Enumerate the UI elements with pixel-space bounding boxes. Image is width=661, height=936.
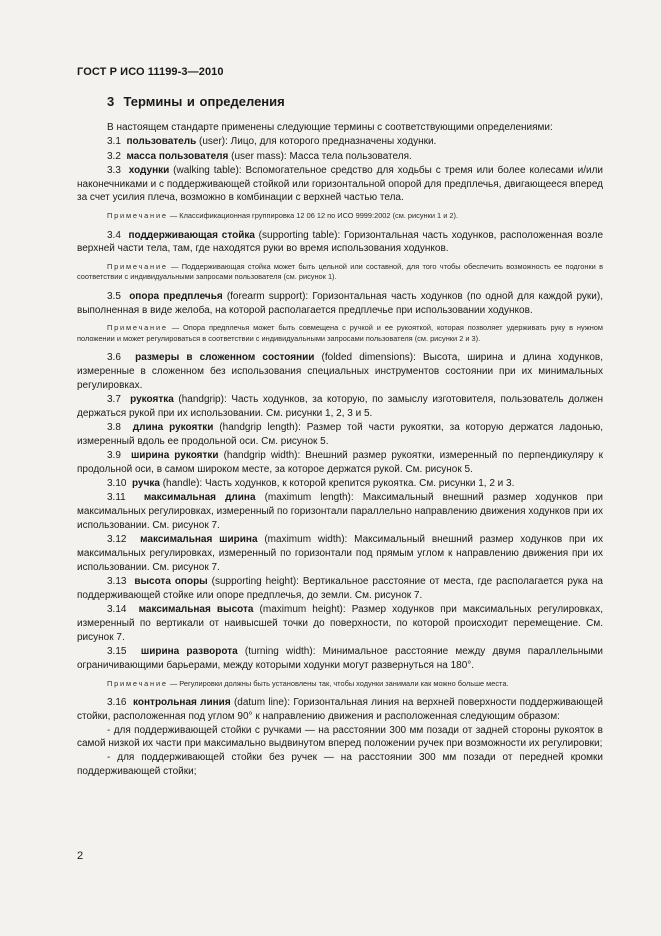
- term-definition: (supporting height): Вертикальное расстояние от места, где располагается рука на поддерживающей стойке или опоре предплечья, до земли. См. рисунок 7.: [77, 576, 603, 601]
- note-text: — Поддерживающая стойка может быть цельной или составной, для того чтобы обеспечить возможность ее подгонки в соответствии с индивидуальными запросами пользователя (см. рисунок 1).: [77, 262, 603, 282]
- intro-paragraph: В настоящем стандарте применены следующие термины с соответствующими определениями:: [107, 122, 553, 133]
- term-3-11: [77, 491, 603, 532]
- term-3-14: [77, 603, 603, 644]
- term-number: 3.15: [107, 646, 127, 658]
- term-name: максимальная длина: [143, 492, 256, 504]
- term-name: ходунки: [128, 164, 170, 176]
- term-number: 3.14: [107, 604, 127, 616]
- section-number: 3: [107, 94, 115, 109]
- term-number: 3.12: [107, 534, 127, 546]
- page-number: 2: [77, 850, 84, 862]
- term-number: 3.11: [107, 492, 126, 504]
- note-text: — Регулировки должны быть установлены так, чтобы ходунки занимали как можно больше места.: [169, 678, 509, 688]
- note-text: — Опора предплечья может быть совмещена с ручкой и ее рукояткой, которая позволяет удерживать руку в нужном положении и может регулироваться в соответствии с индивидуальными запросами пользователя (см. рисунки 2 и 3).: [77, 323, 603, 343]
- term-number: 3.7: [107, 393, 121, 405]
- term-name: максимальная ширина: [140, 534, 258, 546]
- term-3-7: [77, 393, 603, 421]
- term-number: 3.9: [107, 450, 121, 462]
- note-label: Примечание: [107, 211, 168, 221]
- term-definition: (supporting table): Горизонтальная часть ходунков, расположенная возле верхней части тела, там, где находятся руки во время использования ходунков.: [77, 229, 604, 255]
- section-title-text: Термины и определения: [123, 94, 285, 109]
- term-3-13: [77, 575, 603, 603]
- term-name: рукоятка: [130, 393, 174, 405]
- term-3-6: [77, 351, 603, 392]
- list-item: - для поддерживающей стойки с ручками — на расстоянии 300 мм позади от задней стороны рукояток в самой низкой их части при максимально выдвинутом вперед положении ручек при возможности их регулировки;: [77, 724, 603, 750]
- term-number: 3.1: [107, 136, 121, 148]
- term-definition: (forearm support): Горизонтальная часть ходунков (по одной для каждой руки), выполненная в виде желоба, на которой располагается предплечье при использовании ходунков.: [77, 290, 604, 316]
- term-name: пользователь: [126, 136, 197, 148]
- term-number: 3.3: [107, 164, 121, 176]
- term-definition: (handgrip length): Размер той части рукоятки, за которую держатся ладонью, измеренный вдоль ее продольной оси. См. рисунок 5.: [77, 421, 603, 447]
- term-definition: (maximum height): Размер ходунков при максимальных регулировках, измеренный по вертикали от наивысшей точки до поверхности, по которой происходит перемещение. См. рисунок 7.: [77, 604, 603, 643]
- term-name: ручка: [132, 478, 160, 490]
- term-name: ширина рукоятки: [130, 450, 219, 462]
- term-name: ширина разворота: [140, 646, 238, 658]
- term-3-3: [77, 164, 603, 205]
- term-name: контрольная линия: [133, 697, 231, 709]
- note-1: [77, 211, 603, 221]
- term-number: 3.10: [107, 478, 127, 490]
- section-title: [107, 94, 285, 109]
- term-number: 3.6: [107, 351, 121, 363]
- note-2: [77, 262, 603, 283]
- term-number: 3.13: [107, 576, 127, 588]
- section-content: [77, 121, 603, 779]
- term-name: опора предплечья: [129, 290, 223, 302]
- term-3-1: [77, 135, 603, 149]
- term-number: 3.2: [107, 150, 121, 162]
- term-number: 3.8: [107, 421, 121, 433]
- note-4: [77, 679, 603, 689]
- note-label: Примечание: [107, 678, 168, 688]
- note-3: [77, 323, 603, 344]
- list-item: - для поддерживающей стойки без ручек — на расстоянии 300 мм позади от передней кромки поддерживающей стойки;: [77, 752, 603, 778]
- term-3-5: [77, 290, 603, 318]
- term-name: поддерживающая стойка: [128, 229, 255, 241]
- term-3-4: [77, 229, 603, 257]
- term-name: высота опоры: [134, 576, 208, 588]
- term-definition: (handle): Часть ходунков, к которой крепится рукоятка. См. рисунки 1, 2 и 3.: [159, 478, 515, 490]
- note-text: — Классификационная группировка 12 06 12 по ИСО 9999:2002 (см. рисунки 1 и 2).: [169, 211, 459, 221]
- term-definition: (user mass): Масса тела пользователя.: [228, 150, 412, 162]
- note-label: Примечание: [107, 262, 168, 272]
- term-definition: (datum line): Горизонтальная линия на верхней поверхности поддерживающей стойки, расположенная под углом 90° к направлению движения и расположенная следующим образом:: [77, 697, 604, 722]
- document-header: ГОСТ Р ИСО 11199-3—2010: [77, 66, 224, 78]
- term-number: 3.16: [107, 697, 127, 709]
- term-definition: (maximum width): Максимальный внешний размер ходунков при их максимальных регулировках, измеренный по горизонтали под прямым углом к направлению движения при их использовании. См. рисунок 7.: [77, 534, 603, 573]
- term-name: максимальная высота: [138, 604, 254, 616]
- term-definition: (folded dimensions): Высота, ширина и длина ходунков, измеренные в сложенном без использования специальных инструментов состоянии при их минимальных регулировках.: [77, 351, 603, 391]
- term-3-12: [77, 533, 603, 574]
- term-3-8: [77, 421, 603, 449]
- term-definition: (handgrip): Часть ходунков, за которую, по замыслу изготовителя, пользователь должен держаться рукой при их использовании. См. рисунки 1, 2, 3 и 5.: [77, 393, 604, 419]
- term-name: масса пользователя: [126, 150, 229, 162]
- term-3-2: [77, 150, 603, 164]
- term-3-9: [77, 449, 603, 477]
- term-definition: (user): Лицо, для которого предназначены ходунки.: [196, 136, 437, 148]
- term-definition: (turning width): Минимальное расстояние между двумя параллельными ограничивающими барьерами, между которыми ходунки могут развернуться на 180°.: [77, 646, 603, 671]
- term-name: размеры в сложенном состоянии: [135, 351, 315, 363]
- term-definition: (handgrip width): Внешний размер рукоятки, измеренный по перпендикуляру к продольной оси, в самом широком месте, за которое держатся рукой. См. рисунок 5.: [77, 450, 603, 475]
- term-definition: (maximum length): Максимальный внешний размер ходунков при максимальных регулировках, измеренный по горизонтали параллельно направлению движения ходунков при их использовании. См. рисунок 7.: [77, 492, 603, 532]
- term-3-10: [77, 477, 603, 491]
- note-label: Примечание: [107, 323, 168, 333]
- term-number: 3.5: [107, 290, 121, 302]
- term-name: длина рукоятки: [132, 421, 214, 433]
- term-3-16: [77, 696, 603, 724]
- term-number: 3.4: [107, 229, 121, 241]
- term-3-15: [77, 645, 603, 673]
- term-definition: (walking table): Вспомогательное средство для ходьбы с тремя или более колесами и/или наконечниками и с поддерживающей стойкой или горизонтальной опорой для предплечья, двигающееся вперед за счет усилия плеча, возможно в комбинации с верхней частью тела.: [77, 164, 603, 204]
